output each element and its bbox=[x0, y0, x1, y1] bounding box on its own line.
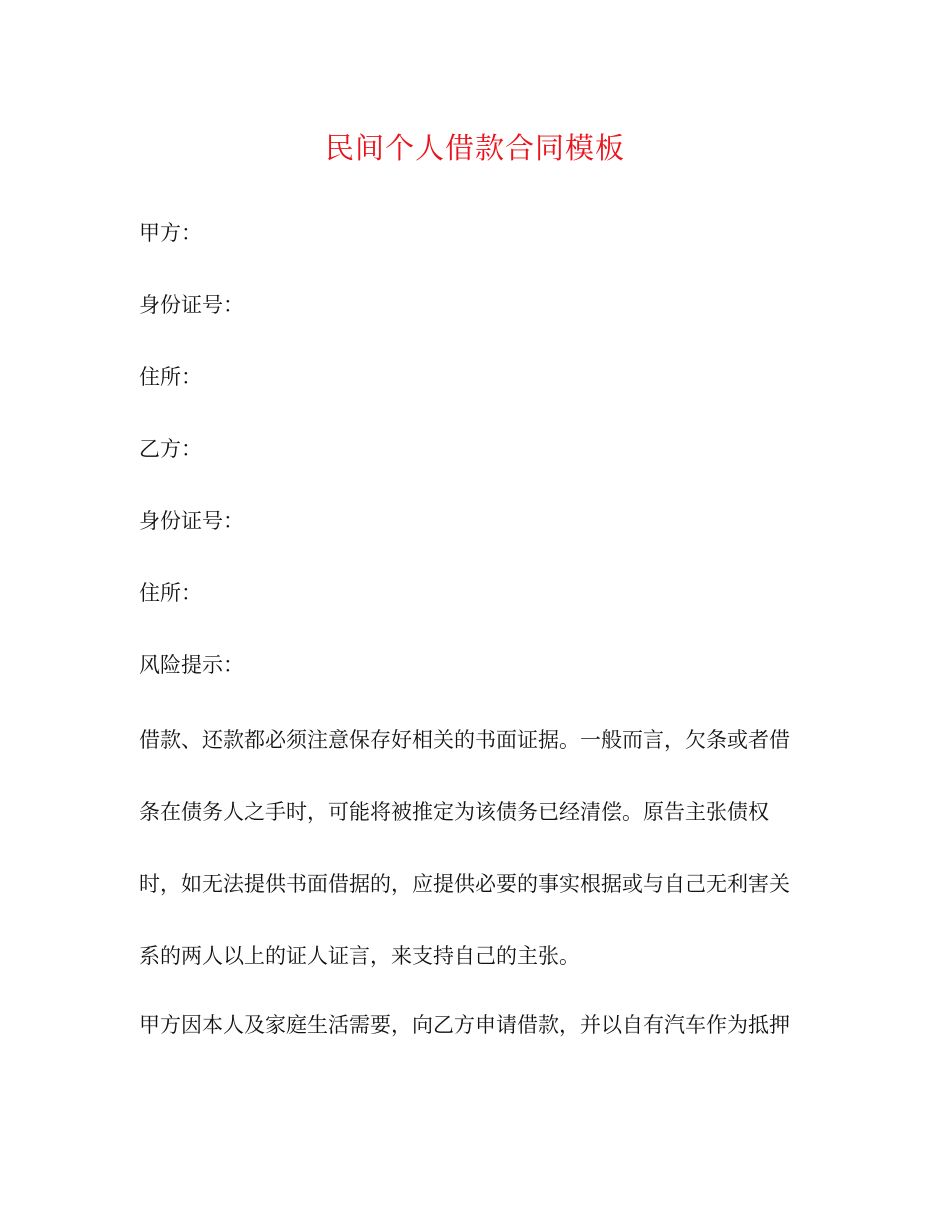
loan-purpose-paragraph: 甲方因本人及家庭生活需要，向乙方申请借款，并以自有汽车作为抵押 bbox=[139, 1013, 790, 1037]
risk-paragraph-line: 条在债务人之手时，可能将被推定为该债务已经清偿。原告主张债权 bbox=[139, 800, 769, 824]
risk-paragraph-line: 时，如无法提供书面借据的，应提供必要的事实根据或与自己无利害关 bbox=[139, 872, 790, 896]
field-party-b-id: 身份证号： bbox=[139, 509, 244, 533]
field-risk-warning: 风险提示： bbox=[139, 653, 244, 677]
field-party-a-address: 住所： bbox=[139, 365, 202, 389]
field-party-a: 甲方： bbox=[139, 221, 202, 245]
document-title: 民间个人借款合同模板 bbox=[324, 131, 625, 165]
risk-paragraph-line: 系的两人以上的证人证言，来支持自己的主张。 bbox=[139, 944, 580, 968]
risk-paragraph bbox=[139, 704, 819, 992]
risk-paragraph-line: 借款、还款都必须注意保存好相关的书面证据。一般而言，欠条或者借 bbox=[139, 728, 790, 752]
field-party-b: 乙方： bbox=[139, 437, 202, 461]
field-party-b-address: 住所： bbox=[139, 581, 202, 605]
field-party-a-id: 身份证号： bbox=[139, 293, 244, 317]
